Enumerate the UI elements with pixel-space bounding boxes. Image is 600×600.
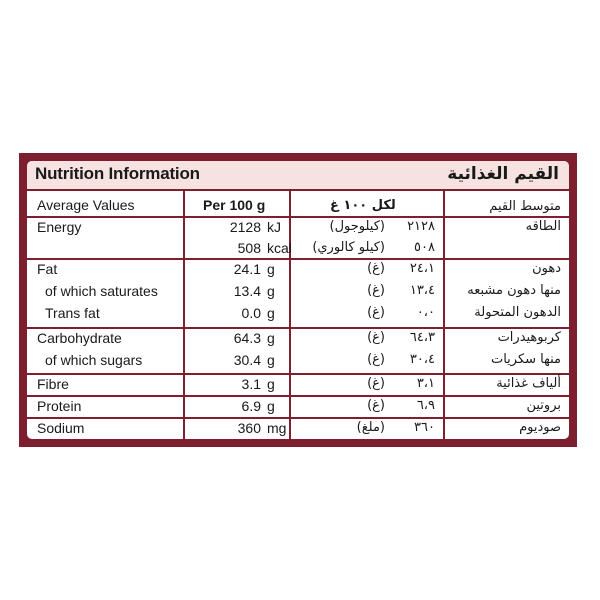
- nutrient-label-arabic: الطاقه: [525, 219, 561, 234]
- nutrient-value-arabic: ٢١٢٨: [407, 219, 435, 234]
- nutrient-unit-arabic: (ملغ): [356, 420, 385, 435]
- nutrient-value-arabic: ١٣،٤: [409, 283, 435, 298]
- nutrition-label: [27, 161, 569, 439]
- nutrient-unit-arabic: (غ): [367, 261, 385, 276]
- nutrient-label-arabic: صوديوم: [519, 420, 561, 435]
- nutrient-label: of which sugars: [45, 352, 143, 368]
- nutrient-value: 3.1: [241, 376, 261, 392]
- nutrient-value: 2128: [229, 219, 261, 235]
- nutrient-label: Fibre: [37, 376, 69, 392]
- nutrient-label: Sodium: [37, 420, 85, 436]
- nutrient-unit-arabic: (غ): [367, 283, 385, 298]
- row-divider: [27, 258, 569, 260]
- nutrient-unit-arabic: (غ): [367, 376, 385, 391]
- nutrient-value: 508: [237, 240, 261, 256]
- per-100g-heading: Per 100 g: [203, 197, 266, 213]
- nutrient-unit: g: [267, 305, 275, 321]
- nutrient-label: Carbohydrate: [37, 330, 122, 346]
- nutrient-value: 0.0: [241, 305, 261, 321]
- column-divider: [443, 191, 445, 439]
- nutrient-unit: g: [267, 261, 275, 277]
- row-divider: [27, 327, 569, 329]
- title-bar: [27, 161, 569, 191]
- nutrient-unit: g: [267, 330, 275, 346]
- nutrient-value-arabic: ٠،٠: [416, 305, 435, 320]
- average-values-heading: Average Values: [37, 197, 135, 213]
- nutrient-label-arabic: ألياف غذائية: [496, 376, 561, 391]
- nutrient-label: Energy: [37, 219, 82, 235]
- row-divider: [27, 216, 569, 218]
- column-divider: [183, 191, 185, 439]
- row-divider: [27, 417, 569, 419]
- nutrient-value: 13.4: [233, 283, 261, 299]
- column-divider: [289, 191, 291, 439]
- nutrient-value: 30.4: [233, 352, 261, 368]
- nutrient-value-arabic: ٦٤،٣: [409, 330, 435, 345]
- nutrient-unit: g: [267, 376, 275, 392]
- nutrient-label: Protein: [37, 398, 82, 414]
- nutrient-unit: g: [267, 352, 275, 368]
- nutrient-unit-arabic: (كيلوجول): [329, 219, 385, 234]
- nutrient-value-arabic: ٣٠،٤: [409, 352, 435, 367]
- nutrient-unit-arabic: (غ): [367, 305, 385, 320]
- nutrient-label-arabic: كربوهيدرات: [497, 330, 561, 345]
- nutrient-value-arabic: ٣،١: [416, 376, 435, 391]
- nutrient-label: of which saturates: [45, 283, 158, 299]
- per-100g-heading-arabic: لكل ١٠٠ غ: [330, 198, 396, 213]
- nutrient-label-arabic: دهون: [532, 261, 561, 276]
- nutrient-label: Trans fat: [45, 305, 100, 321]
- nutrition-panel: [19, 153, 577, 447]
- title-arabic: القيم الغذائية: [447, 164, 559, 184]
- nutrient-label: Fat: [37, 261, 58, 277]
- nutrient-unit-arabic: (غ): [367, 352, 385, 367]
- nutrient-value: 6.9: [241, 398, 261, 414]
- nutrient-unit: g: [267, 398, 275, 414]
- average-values-heading-arabic: متوسط القيم: [489, 199, 561, 214]
- nutrient-value: 24.1: [233, 261, 261, 277]
- nutrient-unit-arabic: (كيلو كالوري): [312, 240, 385, 255]
- nutrient-label-arabic: منها دهون مشبعه: [467, 283, 561, 298]
- nutrient-unit-arabic: (غ): [367, 398, 385, 413]
- nutrient-label-arabic: بروتين: [526, 398, 561, 413]
- row-divider: [27, 373, 569, 375]
- nutrient-value-arabic: ٢٤،١: [409, 261, 435, 276]
- nutrient-label-arabic: الدهون المتحولة: [474, 305, 561, 320]
- title-english: Nutrition Information: [35, 164, 200, 183]
- nutrient-unit: g: [267, 283, 275, 299]
- row-divider: [27, 395, 569, 397]
- nutrient-unit: kcal: [267, 240, 292, 256]
- nutrient-label-arabic: منها سكريات: [490, 352, 561, 367]
- nutrient-unit: kJ: [267, 219, 281, 235]
- nutrient-value-arabic: ٣٦٠: [414, 420, 435, 435]
- nutrient-value-arabic: ٥٠٨: [414, 240, 435, 255]
- nutrient-unit: mg: [267, 420, 287, 436]
- nutrient-unit-arabic: (غ): [367, 330, 385, 345]
- nutrient-value: 360: [237, 420, 261, 436]
- nutrient-value-arabic: ٦،٩: [416, 398, 435, 413]
- nutrient-value: 64.3: [233, 330, 261, 346]
